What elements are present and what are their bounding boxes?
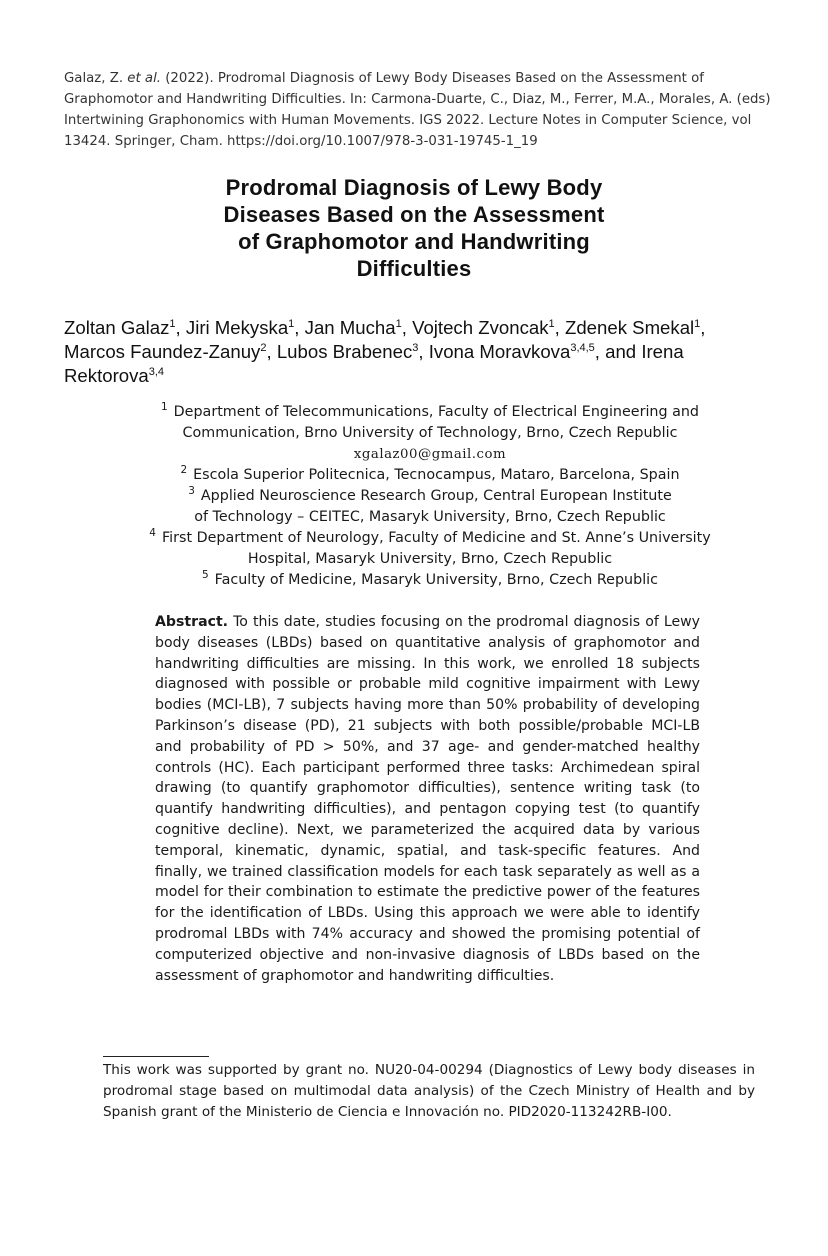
- title-line: Difficulties: [356, 256, 472, 281]
- title-line: Diseases Based on the Assessment: [223, 202, 605, 227]
- affiliation-sup: 5: [201, 569, 209, 582]
- affiliation-line: [100, 444, 760, 465]
- affiliation-line: [100, 423, 760, 444]
- author-name: Jiri Mekyska: [185, 317, 289, 338]
- affiliation-text: Hospital, Masaryk University, Brno, Czech Republic: [247, 551, 613, 567]
- affiliation-line: [100, 465, 760, 486]
- abstract-text: To this date, studies focusing on the prodromal diagnosis of Lewy body diseases (LBDs) based on quantitative analysis of graphomotor and handwriting difficulties are missing. In this work, we enrolled 18 subjects diagnosed with possible or probable mild cognitive impairment with Lewy bodies (MCI-LB), 7 subjects having more than 50% probability of developing Parkinson’s disease (PD), 21 subjects with both possible/probable MCI-LB and probability of PD > 50%, and 37 age- and gender-matched healthy controls (HC). Each participant performed three tasks: Archimedean spiral drawing (to quantify graphomotor difficulties), sentence writing task (to quantify handwriting difficulties), and pentagon copying test (to quantify cognitive decline). Next, we parameterized the acquired data by various temporal, kinematic, dynamic, spatial, and task-specific features. And finally, we trained classification models for each task separately as well as a model for their combination to estimate the predictive power of the features for the identification of LBDs. Using this approach we were able to identify prodromal LBDs with 74% accuracy and showed the promising potential of computerized objective and non-invasive diagnosis of LBDs based on the assessment of graphomotor and handwriting difficulties.: [155, 614, 700, 984]
- footnote-rule: [103, 1056, 209, 1057]
- affiliation-line: [100, 507, 760, 528]
- author-name: Zdenek Smekal: [564, 317, 695, 338]
- paper-title: [100, 174, 728, 282]
- title-line: Prodromal Diagnosis of Lewy Body: [225, 175, 603, 200]
- author-affil-sup: 1: [694, 317, 701, 330]
- author-line: [64, 364, 784, 388]
- affiliation-line: [100, 570, 760, 591]
- author-sep: ,: [175, 317, 186, 338]
- author-name: Jan Mucha: [304, 317, 396, 338]
- author-name: Lubos Brabenec: [276, 341, 413, 362]
- affiliation-text: First Department of Neurology, Faculty of Medicine and St. Anne’s University: [161, 530, 711, 546]
- author-affil-sup: 1: [395, 317, 402, 330]
- title-line: of Graphomotor and Handwriting: [238, 229, 590, 254]
- author-affil-sup: 3,4,5: [570, 341, 595, 354]
- affiliation-line: [100, 549, 760, 570]
- email-address: xgalaz00@gmail.com: [353, 447, 507, 462]
- author-name: Rektorova: [64, 365, 149, 386]
- affiliation-line: [100, 402, 760, 423]
- author-list: [64, 316, 784, 388]
- citation-etal: et al.: [127, 71, 161, 86]
- affiliation-text: Escola Superior Politecnica, Tecnocampus, Mataro, Barcelona, Spain: [193, 467, 680, 483]
- author-sep: ,: [294, 317, 305, 338]
- affiliation-text: Faculty of Medicine, Masaryk University, Brno, Czech Republic: [214, 572, 658, 588]
- author-affil-sup: 3: [412, 341, 419, 354]
- author-sep: , and Irena: [594, 341, 684, 362]
- author-affil-sup: 1: [548, 317, 555, 330]
- author-affil-sup: 3,4: [148, 365, 165, 378]
- author-affil-sup: 1: [288, 317, 295, 330]
- affiliation-text: of Technology – CEITEC, Masaryk University, Brno, Czech Republic: [194, 509, 666, 525]
- affiliation-sup: 3: [188, 485, 195, 498]
- author-sep: ,: [266, 341, 277, 362]
- author-name: Vojtech Zvoncak: [412, 317, 549, 338]
- author-sep: ,: [700, 317, 706, 338]
- abstract-heading: Abstract.: [155, 614, 229, 630]
- author-sep: ,: [554, 317, 565, 338]
- author-affil-sup: 1: [169, 317, 176, 330]
- author-name: Ivona Moravkova: [428, 341, 571, 362]
- affiliation-sup: 2: [180, 464, 188, 477]
- author-name: Zoltan Galaz: [64, 317, 170, 338]
- author-sep: ,: [418, 341, 429, 362]
- citation-text: (2022). Prodromal Diagnosis of Lewy Body Diseases Based on the Assessment of Graphomotor and Handwriting Difficulties. In: Carmona-Duarte, C., Diaz, M., Ferrer, M.A., Morales, A. (eds) Intertwining Graphonomics with Human Movements. IGS 2022. Lecture Notes in Computer Science, vol 13424. Springer, Cham. https://doi.org/10.1007/978-3-031-19745-1_19: [64, 71, 771, 149]
- author-line: [64, 316, 784, 340]
- affiliation-line: [100, 528, 760, 549]
- affiliation-text: Department of Telecommunications, Faculty of Electrical Engineering and: [173, 404, 700, 420]
- citation: [64, 68, 794, 152]
- author-name: Marcos Faundez-Zanuy: [64, 341, 261, 362]
- author-affil-sup: 2: [260, 341, 267, 354]
- affiliation-text: Communication, Brno University of Technology, Brno, Czech Republic: [182, 425, 678, 441]
- affiliation-list: [100, 402, 760, 591]
- author-sep: ,: [401, 317, 413, 338]
- affiliation-text: Applied Neuroscience Research Group, Central European Institute: [200, 488, 672, 504]
- citation-prefix: Galaz, Z.: [64, 71, 128, 86]
- author-line: [64, 340, 784, 364]
- funding-footnote: This work was supported by grant no. NU20-04-00294 (Diagnostics of Lewy body diseases in prodromal stage based on multimodal data analysis) of the Czech Ministry of Health and by Spanish grant of the Ministerio de Ciencia e Innovación no. PID2020-113242RB-I00.: [103, 1062, 755, 1120]
- affiliation-line: [100, 486, 760, 507]
- affiliation-sup: 1: [160, 401, 168, 414]
- affiliation-sup: 4: [149, 527, 156, 540]
- abstract: [155, 612, 700, 986]
